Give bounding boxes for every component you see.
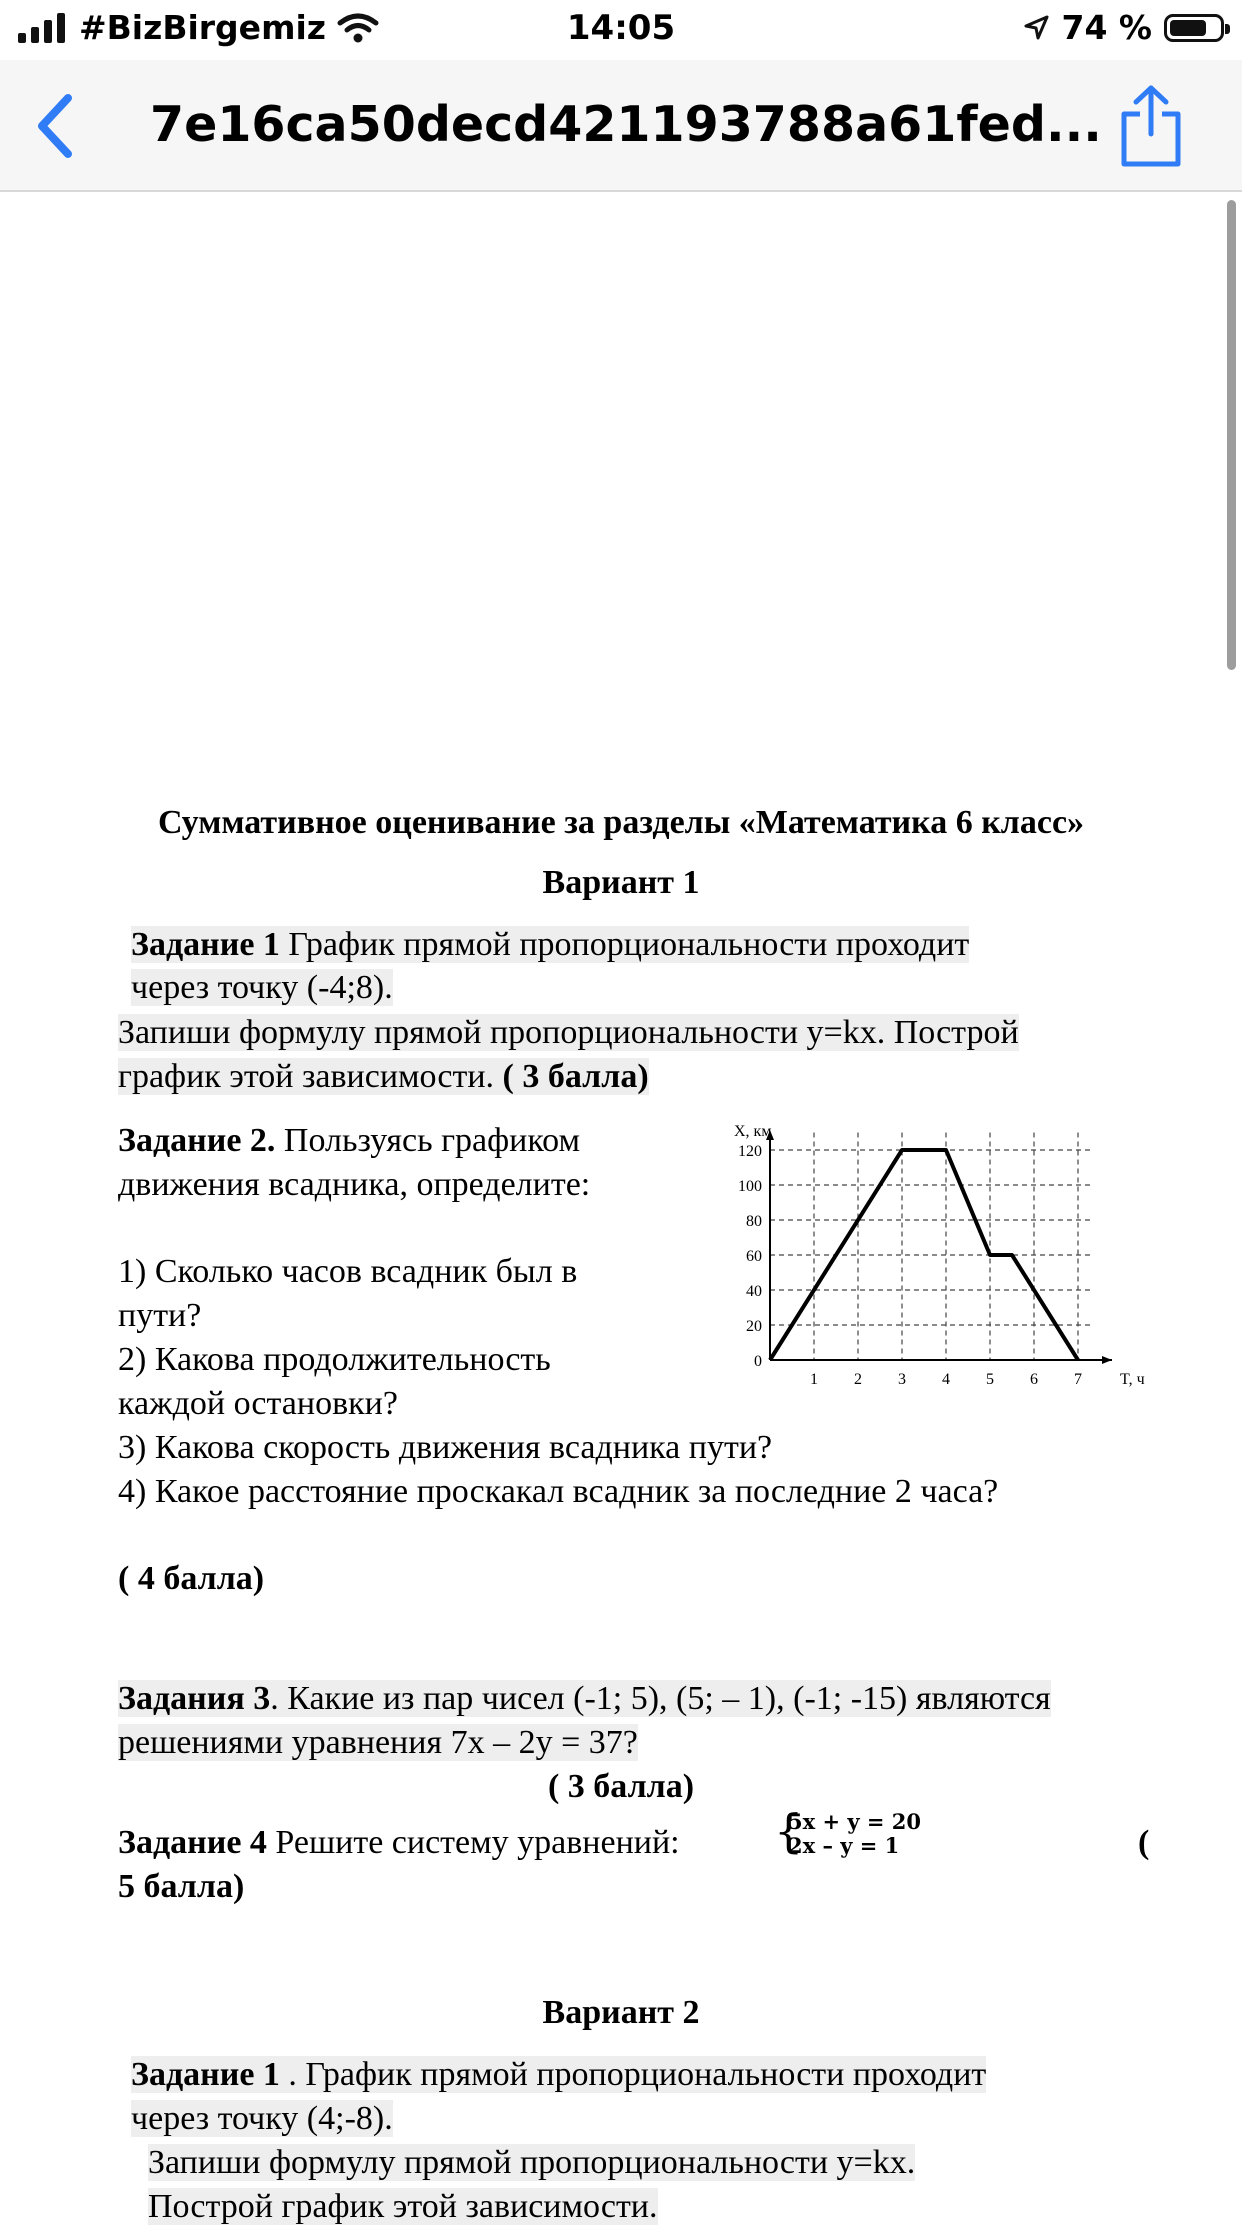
task-1-score: ( 3 балла) <box>502 1058 649 1095</box>
location-arrow-icon <box>1022 14 1050 42</box>
task-3-score: ( 3 балла) <box>547 1768 695 1805</box>
task-1-line-1 <box>131 926 969 964</box>
task-4-line-1 <box>118 1824 680 1862</box>
task-4-score: 5 балла) <box>118 1868 245 1905</box>
equation-1: 5x + y = 20 <box>788 1809 921 1834</box>
task-2-question-1a: 1) Сколько часов всадник был в <box>118 1253 578 1290</box>
v2-task-1-line-3 <box>148 2144 915 2182</box>
v2-task-1-text-3: Запиши формулу прямой пропорциональности y=kx. <box>148 2144 916 2181</box>
x-tick-label: 2 <box>854 1371 862 1388</box>
equation-2: 2x – y = 1 <box>788 1833 900 1858</box>
task-2-text-2: движения всадника, определите: <box>118 1166 591 1203</box>
rider-motion-graph <box>720 1122 1145 1392</box>
task-3-text-2: решениями уравнения 7x – 2y = 37? <box>118 1724 638 1761</box>
y-tick-label: 100 <box>738 1178 762 1195</box>
task-1-line-2 <box>131 969 393 1007</box>
x-tick-label: 1 <box>810 1371 818 1388</box>
x-tick-label: 3 <box>898 1371 906 1388</box>
navigation-bar <box>0 60 1242 192</box>
variant-2-heading: Вариант 2 <box>542 1994 700 2031</box>
task-2-question-1b: пути? <box>118 1297 202 1334</box>
status-bar <box>0 0 1242 60</box>
document-header: Суммативное оценивание за разделы «Математика 6 класс» <box>157 804 1085 841</box>
task-2-question-2a: 2) Какова продолжительность <box>118 1341 551 1378</box>
y-tick-label: 60 <box>746 1248 762 1265</box>
task-1-text-3: Запиши формулу прямой пропорциональности y=kx. Построй <box>118 1014 1019 1051</box>
task-2-label: Задание 2. <box>118 1122 276 1159</box>
y-axis-label: X, км <box>734 1123 772 1140</box>
battery-percentage: 74 % <box>1061 8 1152 47</box>
system-brace: { <box>774 1804 804 1858</box>
task-3-line-1 <box>118 1680 1051 1718</box>
clock: 14:05 <box>566 8 676 48</box>
task-2-question-3: 3) Какова скорость движения всадника пути? <box>118 1429 773 1466</box>
v2-task-1-text-4: Построй график этой зависимости. <box>148 2188 658 2225</box>
y-tick-label: 80 <box>746 1213 762 1230</box>
chevron-left-icon <box>28 90 88 162</box>
battery-fill <box>1170 20 1206 36</box>
task-2-question-2b: каждой остановки? <box>118 1385 398 1422</box>
v2-task-1-line-4 <box>148 2188 658 2226</box>
task-4-label: Задание 4 <box>118 1824 267 1861</box>
v2-task-1-line-2 <box>131 2100 393 2138</box>
task-2-line-1 <box>118 1122 580 1160</box>
x-axis-label: T, ч <box>1120 1371 1145 1388</box>
task-3-label: Задания 3 <box>118 1680 271 1717</box>
variant-1-heading: Вариант 1 <box>542 864 700 901</box>
battery-icon <box>1164 14 1224 42</box>
status-right <box>1022 8 1224 47</box>
y-tick-label: 40 <box>746 1283 762 1300</box>
x-tick-label: 6 <box>1030 1371 1038 1388</box>
x-tick-label: 7 <box>1074 1371 1082 1388</box>
share-button[interactable] <box>1118 82 1184 170</box>
v2-task-1-text-1: . График прямой пропорциональности проходит <box>279 2056 987 2093</box>
task-3-line-2 <box>118 1724 638 1762</box>
y-tick-label: 0 <box>754 1353 762 1370</box>
task-4-score-open: ( <box>1138 1824 1150 1861</box>
document-title: 7e16ca50decd421193788a61fed... <box>150 96 1102 153</box>
v2-task-1-line-1 <box>131 2056 986 2094</box>
y-tick-label: 120 <box>738 1143 762 1160</box>
v2-task-1-label: Задание 1 <box>131 2056 280 2093</box>
task-4-text: Решите систему уравнений: <box>266 1824 680 1861</box>
task-1-line-3 <box>118 1014 1019 1052</box>
task-1-text-1: График прямой пропорциональности проходит <box>279 926 970 963</box>
document-page <box>0 192 1242 2225</box>
task-2-score: ( 4 балла) <box>118 1560 265 1597</box>
x-axis-arrow <box>1102 1356 1112 1364</box>
task-1-line-4 <box>118 1058 649 1096</box>
v2-task-1-text-2: через точку (4;-8). <box>131 2100 393 2137</box>
task-2-question-4: 4) Какое расстояние проскакал всадник за последние 2 часа? <box>118 1473 999 1510</box>
task-1-text-2: через точку (-4;8). <box>131 969 393 1006</box>
task-1-text-4: график этой зависимости. <box>118 1058 503 1095</box>
task-3-text-1: . Какие из пар чисел (-1; 5), (5; – 1), (-1; -15) являются <box>270 1680 1051 1717</box>
y-tick-label: 20 <box>746 1318 762 1335</box>
carrier-name: #BizBirgemiz <box>79 8 326 47</box>
task-2-text-1: Пользуясь графиком <box>275 1122 581 1159</box>
back-button[interactable] <box>28 90 88 162</box>
equation-system <box>774 1804 921 1858</box>
x-tick-label: 4 <box>942 1371 950 1388</box>
task-1-label: Задание 1 <box>131 926 280 963</box>
share-icon <box>1118 82 1184 170</box>
x-tick-label: 5 <box>986 1371 994 1388</box>
